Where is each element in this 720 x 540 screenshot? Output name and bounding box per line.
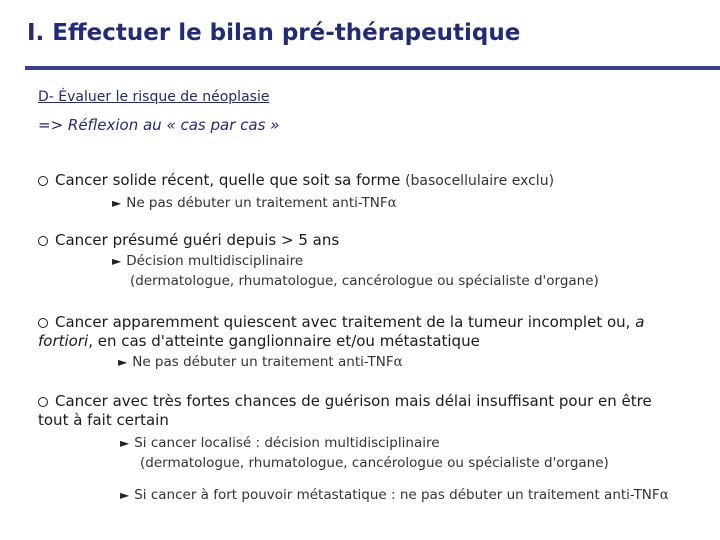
alpha-symbol: α <box>393 354 403 370</box>
item-sub: Ne pas débuter un traitement anti-TNF <box>126 195 388 211</box>
list-item <box>38 231 708 291</box>
arrow-right-icon: ► <box>118 355 128 369</box>
item-main: Cancer apparemment quiescent avec traitement de la tumeur incomplet ou, <box>55 313 631 331</box>
item-sub-detail: (dermatologue, rhumatologue, cancérologue ou spécialiste d'organe) <box>140 455 609 471</box>
item-sub: Ne pas débuter un traitement anti-TNF <box>132 354 394 370</box>
circle-bullet-icon <box>38 318 48 328</box>
alpha-symbol: α <box>387 195 397 211</box>
circle-bullet-icon <box>38 397 48 407</box>
item-main-italic: a <box>635 313 645 331</box>
list-item <box>38 171 708 213</box>
item-sub-detail: (dermatologue, rhumatologue, cancérologue ou spécialiste d'organe) <box>130 273 599 289</box>
list-item <box>38 313 708 372</box>
list-item <box>38 392 708 505</box>
title-divider <box>25 66 720 70</box>
item-main-italic: fortiori <box>38 332 89 350</box>
alpha-symbol: α <box>659 487 669 503</box>
circle-bullet-icon <box>38 236 48 246</box>
item-sub: Décision multidisciplinaire <box>126 253 304 269</box>
item-main: Cancer avec très fortes chances de guérison mais délai insuffisant pour en être <box>55 392 652 410</box>
item-main: , en cas d'atteinte ganglionnaire et/ou métastatique <box>88 332 480 350</box>
arrow-right-icon: ► <box>112 196 122 210</box>
item-paren: (basocellulaire exclu) <box>405 173 555 189</box>
page-title: I. Effectuer le bilan pré-thérapeutique <box>27 20 521 46</box>
reflexion-line: => Réflexion au « cas par cas » <box>38 116 280 134</box>
item-sub: Si cancer à fort pouvoir métastatique : ne pas débuter un traitement anti-TNF <box>134 487 660 503</box>
item-main: tout à fait certain <box>38 411 169 429</box>
item-main: Cancer présumé guéri depuis > 5 ans <box>55 231 340 249</box>
section-subheading: D- Évaluer le risque de néoplasie <box>38 89 270 105</box>
arrow-right-icon: ► <box>120 436 130 450</box>
arrow-right-icon: ► <box>120 488 130 502</box>
item-sub: Si cancer localisé : décision multidisciplinaire <box>134 435 440 451</box>
circle-bullet-icon <box>38 176 48 186</box>
arrow-right-icon: ► <box>112 254 122 268</box>
item-main: Cancer solide récent, quelle que soit sa forme <box>55 171 401 189</box>
